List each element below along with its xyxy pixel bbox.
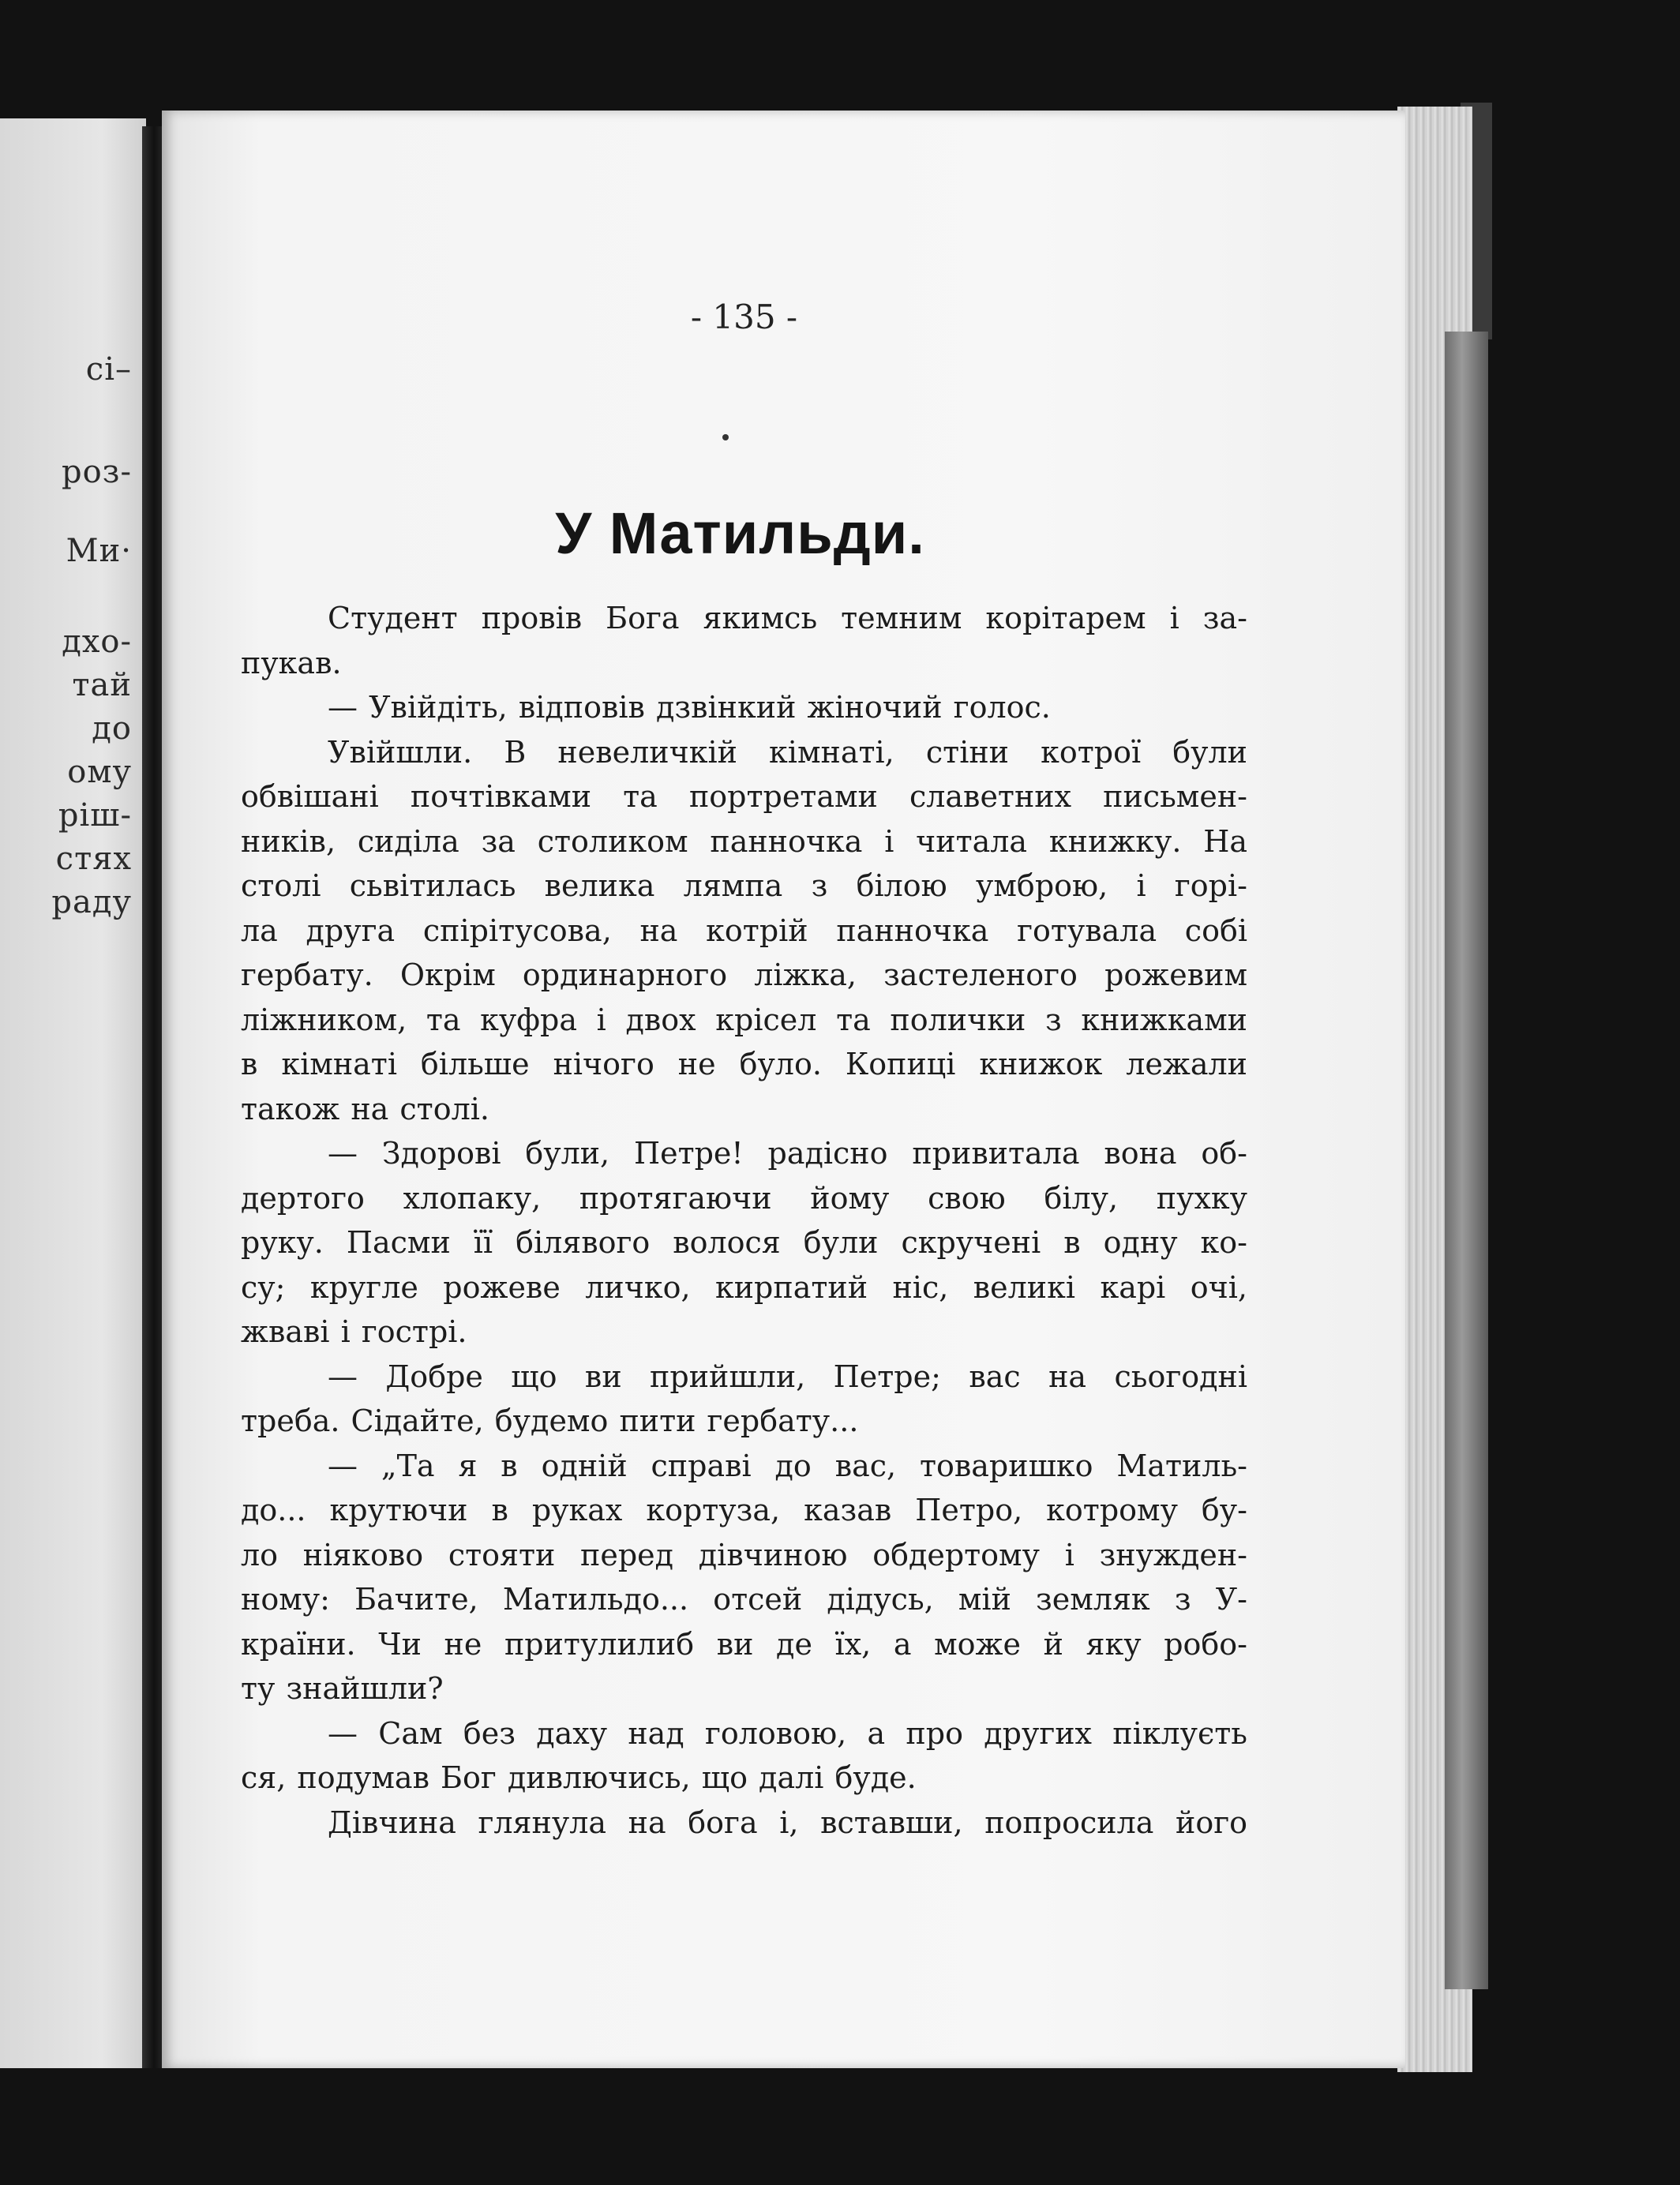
previous-page-fragment: роз- bbox=[61, 454, 132, 490]
chapter-title: У Матильди. bbox=[555, 500, 925, 566]
text-line: дертого хлопаку, протягаючи йому свою білу, пухку bbox=[241, 1180, 1247, 1216]
text-line: ло ніяково стояти перед дівчиною обдертому і знужден- bbox=[241, 1537, 1247, 1572]
text-line: Дівчина глянула на бога і, вставши, попросила його bbox=[328, 1805, 1247, 1840]
text-line: — Добре що ви прийшли, Петре; вас на сьогодні bbox=[328, 1359, 1247, 1394]
previous-page-fragment: ому bbox=[67, 754, 132, 790]
text-line: ла друга спірітусова, на котрій панночка готувала собі bbox=[241, 913, 1247, 948]
text-line: жваві і гострі. bbox=[241, 1314, 467, 1349]
text-line: ліжником, та куфра і двох крісел та полички з книжками bbox=[241, 1002, 1247, 1037]
text-line: Увійшли. В невеличкій кімнаті, стіни котрої були bbox=[328, 734, 1247, 770]
text-line: — Увійдіть, відповів дзвінкий жіночий голос. bbox=[328, 690, 1051, 725]
previous-page-fragment: раду bbox=[51, 884, 132, 920]
text-line: пукав. bbox=[241, 645, 342, 680]
previous-page-fragment: тай bbox=[72, 667, 132, 703]
text-line: обвішані почтівками та портретами славетних письмен- bbox=[241, 779, 1247, 814]
previous-page-fragment: Ми· bbox=[66, 533, 132, 569]
text-line: також на столі. bbox=[241, 1091, 489, 1126]
text-line: Студент провів Бога якимсь темним корітарем і за- bbox=[328, 601, 1247, 635]
text-line: ників, сиділа за столиком панночка і читала книжку. На bbox=[241, 823, 1247, 859]
text-line: до... крутючи в руках кортуза, казав Петро, котрому бу- bbox=[241, 1493, 1247, 1527]
previous-page-fragment: ріш- bbox=[58, 797, 132, 834]
previous-page-edge bbox=[0, 118, 146, 2068]
text-line: су; кругле рожеве личко, кирпатий ніс, великі карі очі, bbox=[241, 1269, 1247, 1305]
book-cover-side bbox=[1445, 332, 1488, 1989]
previous-page-fragment: дхо- bbox=[62, 624, 132, 660]
previous-page-fragment: стях bbox=[55, 841, 132, 877]
ink-speck bbox=[722, 434, 729, 440]
text-line: руку. Пасми її білявого волося були скручені в одну ко- bbox=[241, 1225, 1247, 1260]
page-number: - 135 - bbox=[690, 298, 798, 336]
text-line: — Здорові були, Петре! радісно привитала вона об- bbox=[328, 1136, 1247, 1171]
body-text bbox=[241, 596, 1247, 1845]
text-line: гербату. Окрім ординарного ліжка, застеленого рожевим bbox=[241, 958, 1247, 992]
text-line: ту знайшли? bbox=[241, 1671, 444, 1706]
text-line: столі сьвітилась велика лямпа з білою умброю, і горі- bbox=[241, 868, 1247, 903]
text-line: в кімнаті більше нічого не було. Копиці книжок лежали bbox=[241, 1047, 1247, 1081]
text-line: — Сам без даху над головою, а про других піклуєть bbox=[328, 1715, 1247, 1751]
text-line: треба. Сідайте, будемо пити гербату... bbox=[241, 1404, 859, 1438]
previous-page-fragment: до bbox=[92, 710, 132, 747]
book-page bbox=[162, 111, 1405, 2068]
previous-page-fragment: сі– bbox=[85, 351, 132, 388]
text-line: ному: Бачите, Матильдо... отсей дідусь, мій земляк з У- bbox=[241, 1582, 1247, 1617]
text-line: країни. Чи не притулилиб ви де їх, а може й яку робо- bbox=[241, 1626, 1247, 1662]
text-line: ся, подумав Бог дивлючись, що далі буде. bbox=[241, 1760, 917, 1795]
text-line: — „Та я в одній справі до вас, товаришко Матиль- bbox=[328, 1448, 1247, 1483]
